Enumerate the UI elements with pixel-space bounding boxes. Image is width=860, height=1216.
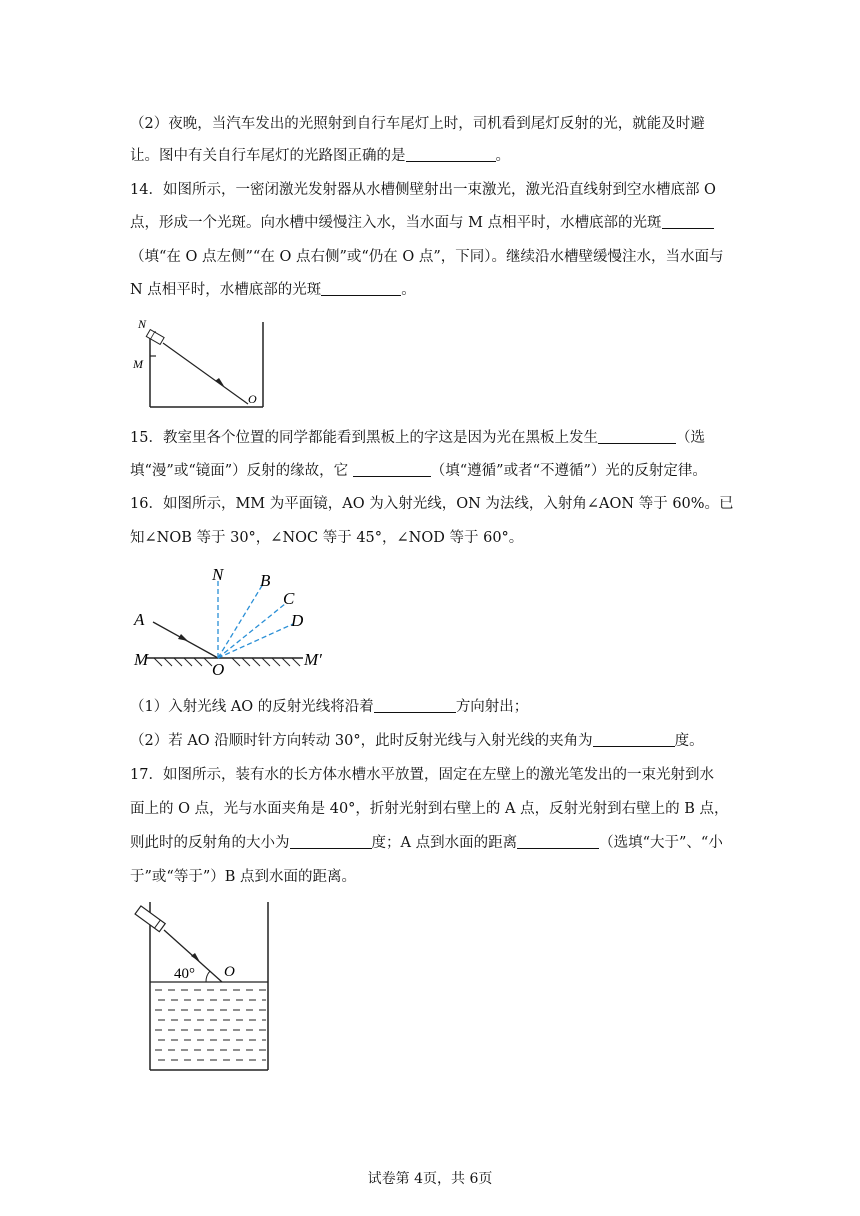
q16-sub1-text: （1）入射光线 AO 的反射光线将沿着 (130, 699, 374, 715)
q14-answer-blank-2[interactable] (321, 281, 401, 296)
q17-answer-blank-1[interactable] (290, 834, 372, 849)
q17-label-o: O (224, 964, 235, 980)
q16-answer-blank-2[interactable] (593, 732, 675, 747)
q16-sub2 (130, 731, 730, 751)
q16-line1: 16．如图所示，MM 为平面镜，AO 为入射光线，ON 为法线，入射角∠AON 等于 60%。已 (130, 496, 734, 512)
q16-label-b: B (260, 571, 271, 590)
q13-2-text: 让。图中有关自行车尾灯的光路图正确的是 (130, 148, 406, 164)
q16-label-m: M (134, 650, 149, 669)
q16-ray-od (218, 624, 293, 658)
q14-line4 (130, 280, 730, 300)
q16-dashed-rays (218, 580, 293, 658)
q16-line2: 知∠NOB 等于 30°，∠NOC 等于 45°，∠NOD 等于 60°。 (130, 530, 524, 546)
q16-ray-oc (218, 604, 285, 658)
q17-line2: 面上的 O 点，光与水面夹角是 40°，折射光射到右壁上的 A 点，反射光射到右壁上的 B 点， (130, 801, 729, 817)
q17-line3-text: 则此时的反射角的大小为 (130, 835, 290, 851)
q14-line4-text: N 点相平时，水槽底部的光斑 (130, 282, 322, 298)
q14-tank-figure (128, 312, 268, 412)
q14-label-o: O (248, 392, 257, 406)
q17-water-tank-figure (128, 898, 278, 1078)
q16-label-c: C (283, 589, 295, 608)
q17-line3 (130, 833, 730, 853)
q17-line3-end: （选填“大于”、“小 (599, 835, 723, 851)
page-footer: 试卷第 4页，共 6页 (367, 1171, 493, 1187)
q16-sub2-text: （2）若 AO 沿顺时针方向转动 30°，此时反射光线与入射光线的夹角为 (130, 733, 593, 749)
q14-line4-end: 。 (401, 282, 416, 298)
q13-2-answer-blank[interactable] (406, 147, 496, 162)
q14-laser-ray (163, 343, 248, 404)
q15-line2-text: 填“漫”或“镜面”）反射的缘故，它 (130, 463, 353, 479)
q16-sub1-end: 方向射出； (455, 699, 529, 715)
q14-line2-text: 点，形成一个光斑。向水槽中缓慢注入水，当水面与 M 点相平时，水槽底部的光斑 (130, 215, 662, 231)
q16-label-n: N (212, 565, 224, 584)
q14-label-n: N (138, 317, 147, 331)
q14-line2 (130, 213, 730, 233)
q15-line1-end: （选 (675, 430, 705, 446)
q16-ray-ob (218, 584, 263, 658)
q14-line3: （填“在 O 点左侧”“在 O 点右侧”或“仍在 O 点”，下同）。继续沿水槽壁缓慢注水，当水面与 (130, 249, 724, 265)
q17-angle-arc (206, 971, 210, 982)
q15-answer-blank-1[interactable] (598, 429, 676, 444)
q13-2-line2 (130, 146, 730, 166)
q17-line3-mid: 度；A 点到水面的距离 (371, 835, 518, 851)
q13-2-line1: （2）夜晚，当汽车发出的光照射到自行车尾灯上时，司机看到尾灯反射的光，就能及时避 (130, 116, 705, 132)
q17-line1: 17．如图所示，装有水的长方体水槽水平放置，固定在左壁上的激光笔发出的一束光射到水 (130, 767, 714, 783)
q16-mirror-figure (128, 562, 338, 682)
q16-ray-arrow-icon (178, 634, 188, 641)
q17-line4: 于”或“等于”）B 点到水面的距离。 (130, 869, 357, 885)
q14-label-m: M (133, 357, 143, 371)
q15-line1-text: 15．教室里各个位置的同学都能看到黑板上的字这是因为光在黑板上发生 (130, 430, 598, 446)
q16-label-d: D (291, 611, 304, 630)
q17-label-angle: 40° (174, 966, 195, 982)
q17-answer-blank-2[interactable] (517, 834, 599, 849)
q15-line2-end: （填“遵循”或者“不遵循”）光的反射定律。 (430, 463, 707, 479)
q16-label-a: A (134, 610, 145, 629)
q16-sub1 (130, 697, 730, 717)
q16-label-m-prime: M′ (304, 650, 322, 669)
q16-answer-blank-1[interactable] (374, 698, 456, 713)
q14-answer-blank-1[interactable] (662, 214, 714, 229)
q14-line1: 14．如图所示，一密闭激光发射器从水槽侧壁射出一束激光，激光沿直线射到空水槽底部 O (130, 182, 716, 198)
q17-ray-arrow-icon (191, 953, 200, 962)
q13-2-end: 。 (495, 148, 510, 164)
q15-answer-blank-2[interactable] (353, 462, 431, 477)
q15-line2 (130, 461, 730, 481)
q16-mirror-hatch (154, 658, 300, 666)
q16-label-o: O (212, 660, 225, 679)
q16-sub2-end: 度。 (674, 733, 704, 749)
q17-water-dashes (155, 990, 266, 1060)
q15-line1 (130, 428, 730, 448)
